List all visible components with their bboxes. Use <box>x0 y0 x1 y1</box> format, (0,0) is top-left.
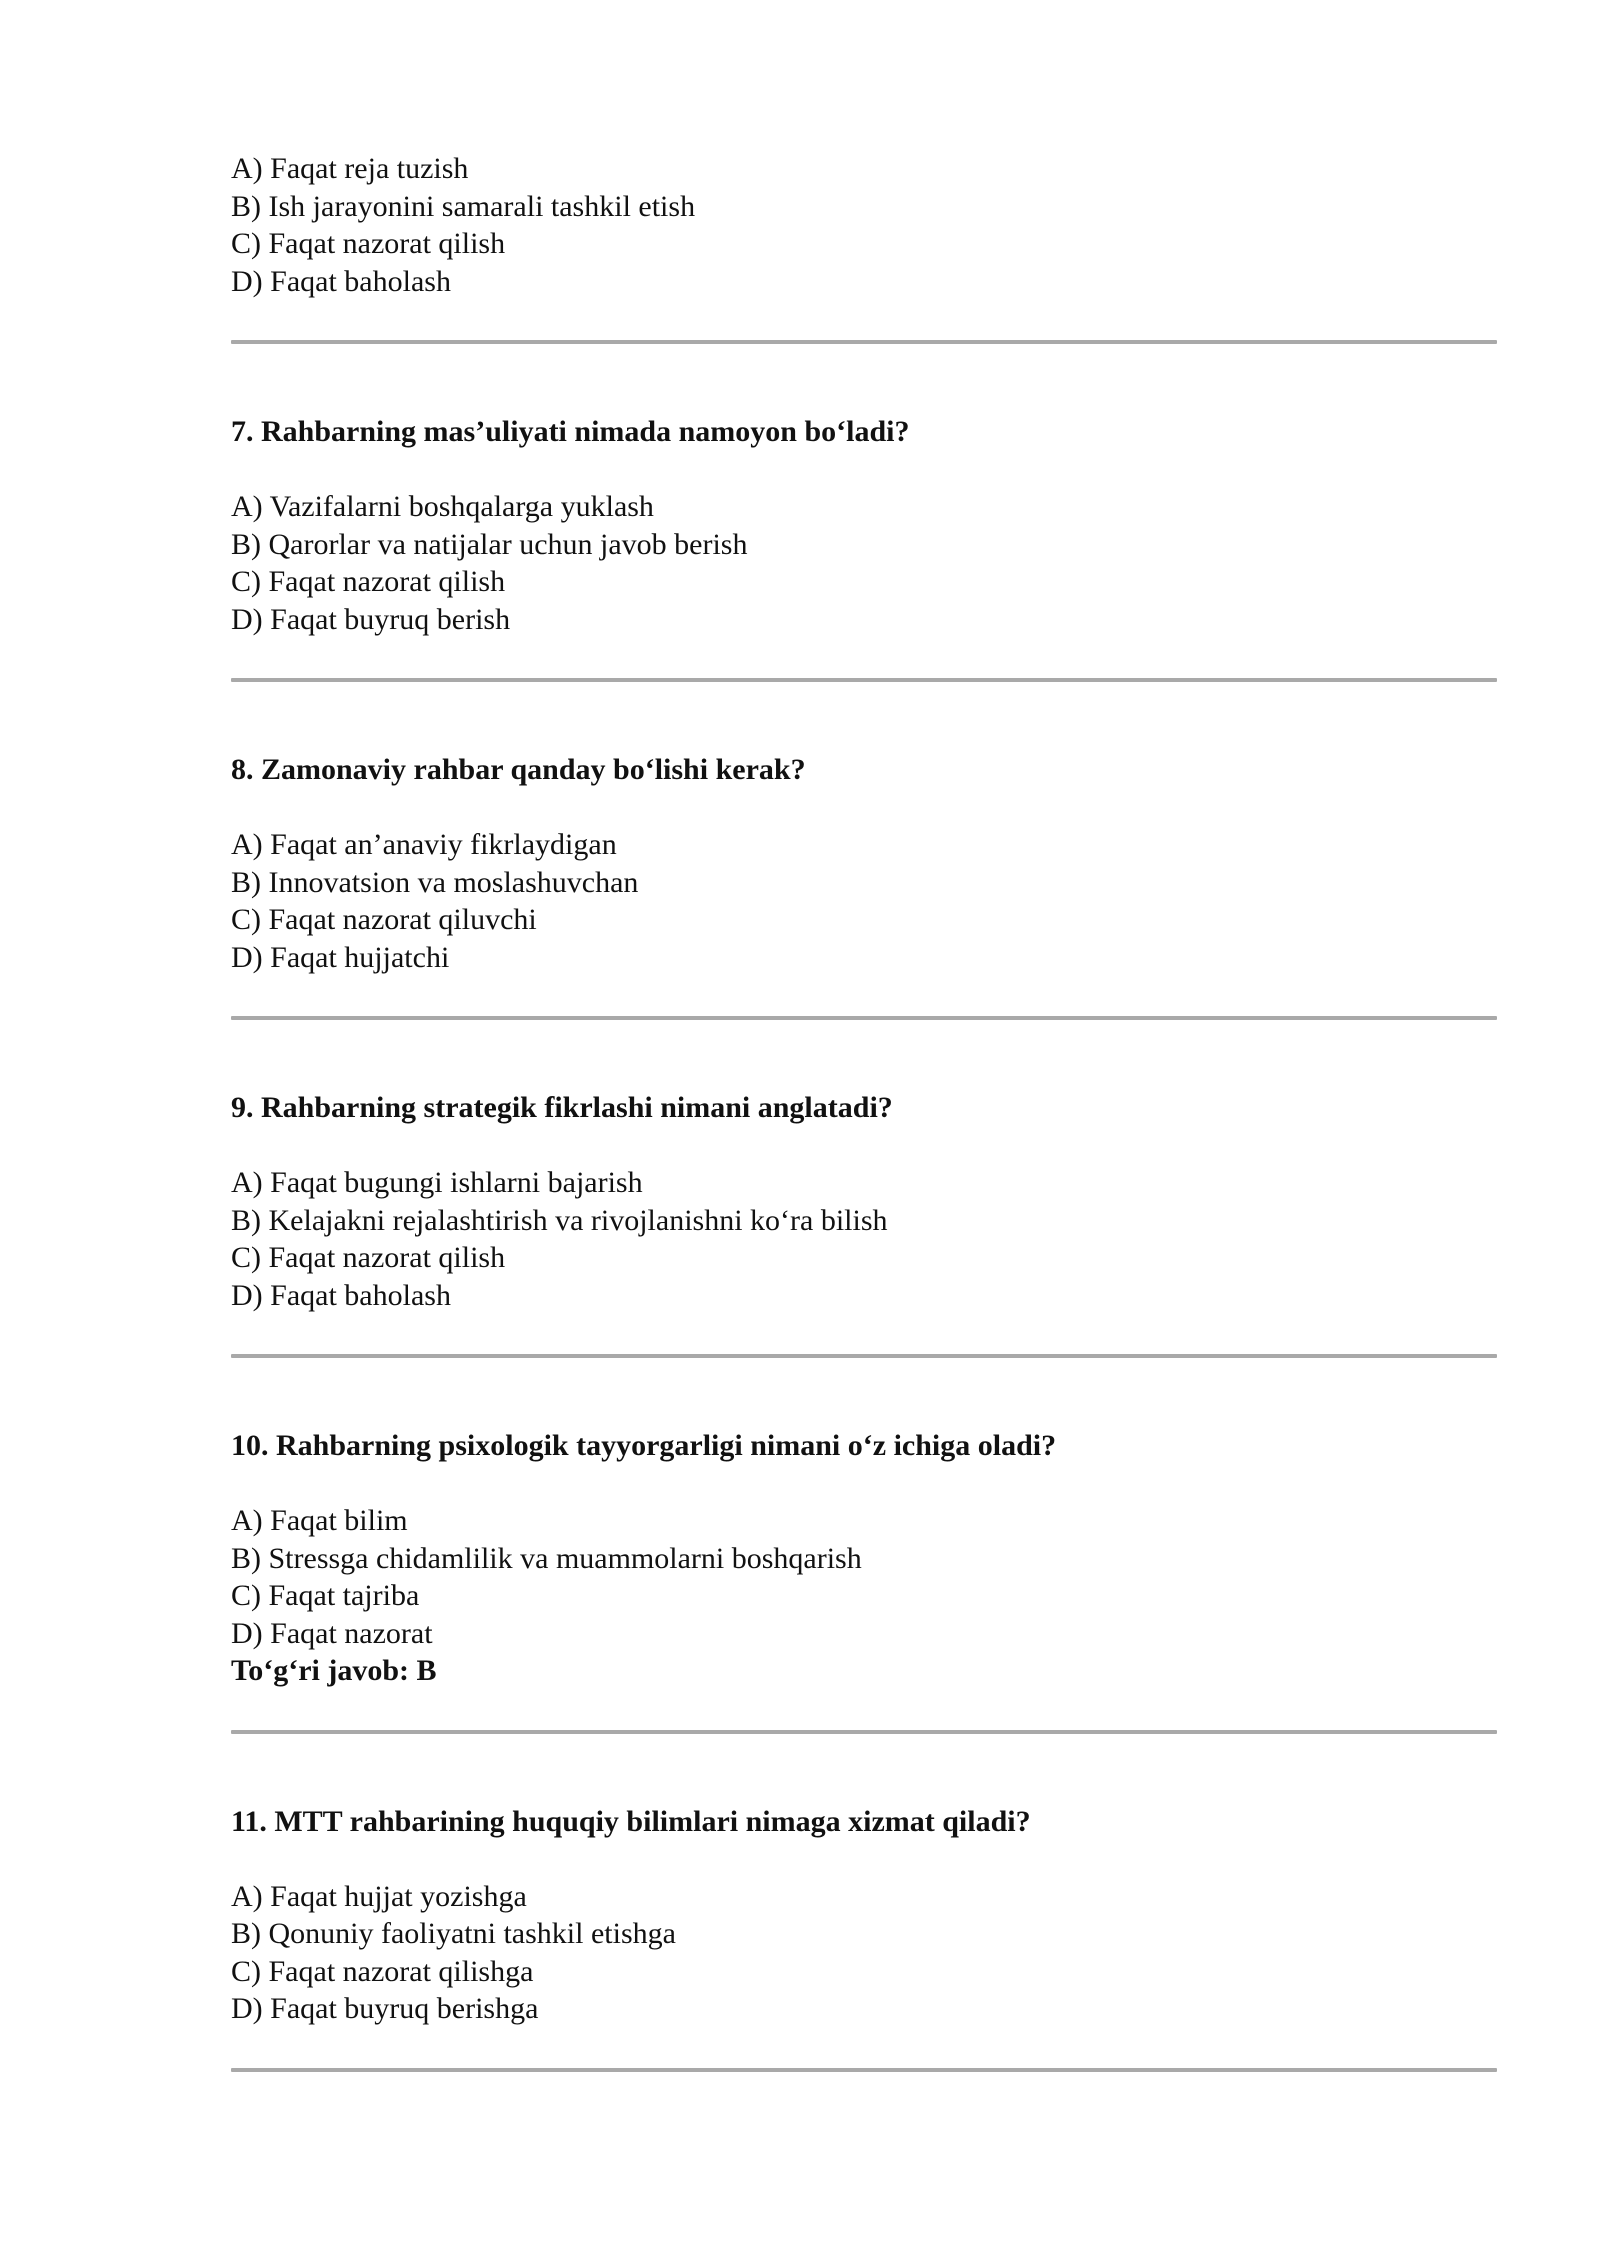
question-block-10 <box>231 1427 1497 1690</box>
option-b: B) Ish jarayonini samarali tashkil etish <box>231 189 696 223</box>
divider <box>231 1354 1497 1358</box>
option-d: D) Faqat hujjatchi <box>231 940 450 974</box>
divider <box>231 1016 1497 1020</box>
option-d: D) Faqat buyruq berish <box>231 602 511 636</box>
divider <box>231 678 1497 682</box>
option-a: A) Faqat an’anaviy fikrlaydigan <box>231 828 617 861</box>
option-c: C) Faqat nazorat qilish <box>231 1241 506 1274</box>
question-title: 8. Zamonaviy rahbar qanday bo‘lishi kerak? <box>231 753 806 786</box>
question-title: 11. MTT rahbarining huquqiy bilimlari nimaga xizmat qiladi? <box>231 1804 1031 1838</box>
option-c: C) Faqat nazorat qiluvchi <box>231 903 537 936</box>
option-a: A) Faqat bugungi ishlarni bajarish <box>231 1166 643 1199</box>
option-b: B) Stressga chidamlilik va muammolarni boshqarish <box>231 1541 862 1575</box>
option-b: B) Qarorlar va natijalar uchun javob berish <box>231 527 748 561</box>
option-a: A) Faqat reja tuzish <box>231 152 469 185</box>
option-d: D) Faqat buyruq berishga <box>231 1992 539 2025</box>
option-b: B) Innovatsion va moslashuvchan <box>231 865 639 899</box>
divider <box>231 1730 1497 1734</box>
question-title: 9. Rahbarning strategik fikrlashi nimani anglatadi? <box>231 1091 893 1124</box>
option-b: B) Qonuniy faoliyatni tashkil etishga <box>231 1917 676 1950</box>
question-block-7 <box>231 413 1497 638</box>
correct-answer: To‘g‘ri javob: B <box>231 1654 437 1687</box>
divider <box>231 340 1497 344</box>
option-c: C) Faqat nazorat qilish <box>231 227 506 260</box>
question-title: 10. Rahbarning psixologik tayyorgarligi nimani o‘z ichiga oladi? <box>231 1429 1057 1462</box>
option-d: D) Faqat nazorat <box>231 1616 433 1650</box>
option-c: C) Faqat nazorat qilishga <box>231 1954 534 1988</box>
option-a: A) Faqat hujjat yozishga <box>231 1879 527 1913</box>
option-b: B) Kelajakni rejalashtirish va rivojlanishni ko‘ra bilish <box>231 1203 888 1237</box>
option-c: C) Faqat tajriba <box>231 1579 420 1612</box>
option-d: D) Faqat baholash <box>231 1278 451 1312</box>
divider <box>231 2068 1497 2072</box>
option-a: A) Faqat bilim <box>231 1504 408 1537</box>
question-title: 7. Rahbarning mas’uliyati nimada namoyon bo‘ladi? <box>231 415 910 448</box>
option-a: A) Vazifalarni boshqalarga yuklash <box>231 490 654 523</box>
document-page <box>231 150 1497 2141</box>
question-block-11 <box>231 1803 1497 2028</box>
question-block-8 <box>231 751 1497 976</box>
question-block-9 <box>231 1089 1497 1314</box>
option-d: D) Faqat baholash <box>231 264 451 298</box>
option-c: C) Faqat nazorat qilish <box>231 565 506 598</box>
question-block-6-options <box>231 150 1497 300</box>
